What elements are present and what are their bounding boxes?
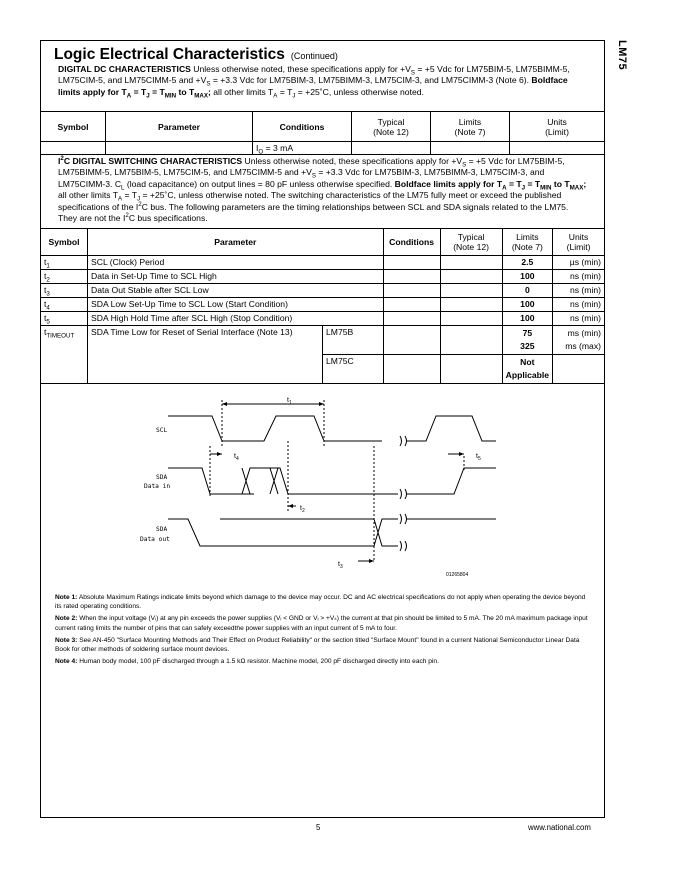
- parameter-cell: SCL (Clock) Period: [88, 256, 384, 270]
- data-out-label: Data out: [140, 536, 170, 543]
- table-row: [41, 142, 605, 155]
- side-tab-part-number: LM75: [616, 40, 628, 71]
- dc-characteristics-table: [40, 111, 605, 155]
- limit-cell: Not Applicable: [502, 355, 552, 384]
- dc-text: = +3.3 Vdc for LM75BIM-3, LM75BIMM-3, LM75CIM-3, and LM75CIMM-3 (Note 6).: [210, 75, 532, 86]
- symbol-cell: $t_4$: [41, 298, 88, 312]
- col-limits: Limits (Note 7): [431, 112, 510, 142]
- i2c-text: C bus. The following parameters are the timing relationships between SCL and SDA signals related to the LM75. They are not the I: [58, 201, 569, 224]
- note-4: Note 4: Human body model, 100 pF discharged through a 1.5 kΩ resistor. Machine model, 200 pF discharged directly into each pin.: [55, 658, 439, 666]
- table-row: [41, 284, 605, 298]
- unit-cell: ns (min): [553, 284, 605, 298]
- i2c-text: = +5 Vdc for LM75BIM-5, LM75BIMM-5, LM75BIM-5, LM75CIM-5, and LM75CIMM-5 and +V: [58, 156, 565, 178]
- i2c-text: Unless otherwise noted, these specifications apply for +V: [242, 156, 463, 166]
- parameter-cell: Data Out Stable after SCL Low: [88, 284, 384, 298]
- i2c-text: (load capacitance) on output lines = 80 pF unless otherwise specified.: [124, 178, 395, 189]
- i2c-boldface: Boldface limits apply for $T_A = T_J = T_{MIN}$ to $T_{MAX}$;: [394, 178, 587, 192]
- i2c-characteristics-paragraph: $I^2C$ DIGITAL SWITCHING CHARACTERISTICS Unless otherwise noted, these specifications apply for $+V_S = +5$ Vdc for LM75BIM-5, LM75BIMM-5, LM75BIM-5, LM75CIM-5, and LM75CIMM-5 and $+V_S = +3.3$ Vdc for LM75BIM-3, LM75BIMM-3, LM75CIM-3, and LM75CIMM-3. $C_L$ (load capacitance) on output lines = 80 pF unless otherwise specified. Boldface limits apply for $T_A = T_J = T_{MIN}$ to $T_{MAX}$; all other limits $T_A = T_J$ = +25˚C, unless otherwise noted. The switching characteristics of the LM75 fully meet or exceed the published specifications of the $I^2C$ bus. The following parameters are the timing relationships between SCL and SDA signals related to the LM75. They are not the $I^2C$ bus specifications.: [58, 155, 587, 224]
- table-header-row: [41, 112, 605, 142]
- unit-cell: µs (min): [553, 256, 605, 270]
- t1-label: $t_1$: [287, 397, 292, 406]
- sda-out-waveform-high: [168, 519, 398, 546]
- table-header-row: [41, 229, 605, 256]
- col-conditions: Conditions: [383, 229, 440, 256]
- notes-section: [55, 593, 590, 669]
- title-text: Logic Electrical Characteristics: [54, 46, 285, 63]
- t5-label: $t_5$: [476, 453, 481, 462]
- unit-cell: ns (min): [553, 298, 605, 312]
- limit-cell: 75 325: [502, 326, 552, 355]
- table-row: [41, 312, 605, 326]
- i2c-text: = T: [122, 190, 138, 201]
- arrow-head: [369, 559, 374, 563]
- i2c-text: all other limits T: [58, 190, 119, 201]
- scl-waveform: [168, 416, 382, 441]
- limit-cell: 0: [502, 284, 552, 298]
- col-typical: Typical (Note 12): [440, 229, 502, 256]
- data-in-label: Data in: [144, 483, 171, 490]
- dc-text: = T: [277, 86, 293, 97]
- col-limits: Limits (Note 7): [502, 229, 552, 256]
- footer-url-link[interactable]: www.national.com: [528, 823, 591, 832]
- col-parameter: Parameter: [106, 112, 253, 142]
- scl-waveform-tail: [406, 416, 496, 441]
- sda-in-label: SDA: [156, 474, 168, 481]
- symbol-cell: $t_{TIMEOUT}$: [41, 326, 88, 384]
- note-3: Note 3: See AN-450 "Surface Mounting Methods and Their Effect on Product Reliability" or the section titled "Surface Mount" found in a current National Semiconductor Linear Data Book for other methods of soldering surface mount devices.: [55, 636, 580, 654]
- limit-cell: 2.5: [502, 256, 552, 270]
- col-symbol: Symbol: [41, 229, 88, 256]
- symbol-cell: $t_2$: [41, 270, 88, 284]
- col-parameter: Parameter: [88, 229, 384, 256]
- sda-in-waveform-data: [242, 468, 398, 494]
- break-mark: [400, 436, 407, 551]
- sda-out-waveform-low: [220, 519, 398, 546]
- unit-cell: ms (min) ms (max): [553, 326, 605, 355]
- dc-text: = +25˚C, unless otherwise noted.: [295, 86, 424, 97]
- note-1: Note 1: Absolute Maximum Ratings indicate limits beyond which damage to the device may occur. DC and AC electrical specifications do not apply when operating the device beyond its rated operating conditions.: [55, 594, 586, 611]
- note-2: Note 2: When the input voltage (Vᵢ) at any pin exceeds the power supplies (Vᵢ < GND or Vᵢ > +Vₛ) the current at that pin should be limited to 5 mA. The 20 mA maximum package input current rating limits the number of pins that can safely exceedthe power supplies with an input current of 5 mA to four.: [55, 615, 588, 632]
- figure-id: 01265804: [446, 572, 469, 578]
- arrow-head: [319, 402, 324, 406]
- arrow-head: [222, 402, 227, 406]
- i2c-heading: $I^2C$ DIGITAL SWITCHING CHARACTERISTICS: [58, 155, 243, 166]
- dc-sub: S: [206, 81, 211, 89]
- page-number: 5: [316, 823, 321, 832]
- sda-out-label: SDA: [156, 526, 168, 533]
- arrow-head: [459, 452, 464, 456]
- col-typical: Typical (Note 12): [352, 112, 431, 142]
- dc-sub: S: [410, 69, 416, 77]
- col-units: Units (Limit): [510, 112, 605, 142]
- dc-sub: A: [273, 92, 278, 100]
- title-continued: (Continued): [290, 51, 338, 61]
- symbol-cell: $t_1$: [41, 256, 88, 270]
- dc-text: = +5 Vdc for LM75BIM-5, LM75BIMM-5, LM75CIM-5, and LM75CIMM-5 and +V: [58, 64, 570, 86]
- sda-in-waveform-high: [168, 468, 254, 494]
- t2-label: $t_2$: [300, 505, 305, 514]
- limit-cell: 100: [502, 270, 552, 284]
- dc-heading: DIGITAL DC CHARACTERISTICS: [58, 64, 191, 74]
- parameter-cell: SDA High Hold Time after SCL High (Stop Condition): [88, 312, 384, 326]
- scl-label: SCL: [156, 427, 168, 434]
- i2c-text: = +3.3 Vdc for LM75BIM-3, LM75BIMM-3, LM75CIM-3, and LM75CIMM-3. C: [58, 167, 545, 189]
- symbol-cell: $t_3$: [41, 284, 88, 298]
- i2c-timing-table: [40, 228, 605, 384]
- dc-sub: J: [292, 92, 296, 100]
- dc-text: all other limits T: [210, 86, 274, 97]
- col-symbol: Symbol: [41, 112, 106, 142]
- table-row: [41, 270, 605, 284]
- arrow-head: [217, 452, 222, 456]
- dc-characteristics-paragraph: [58, 64, 588, 98]
- i2c-timing-diagram: [130, 396, 520, 581]
- unit-cell: ns (min): [553, 270, 605, 284]
- arrow-head: [288, 504, 293, 508]
- condition-cell: LM75B: [323, 326, 384, 355]
- page-title: [54, 46, 338, 64]
- col-units: Units (Limit): [553, 229, 605, 256]
- limit-cell: 100: [502, 312, 552, 326]
- limit-cell: 100: [502, 298, 552, 312]
- condition-cell: $I_O = 3$ mA: [253, 142, 352, 155]
- condition-cell: LM75C: [323, 355, 384, 384]
- parameter-cell: Data in Set-Up Time to SCL High: [88, 270, 384, 284]
- dc-text: Unless otherwise noted, these specifications apply for +V: [190, 64, 411, 74]
- parameter-cell: SDA Time Low for Reset of Serial Interface (Note 13): [88, 326, 323, 384]
- table-row: [41, 298, 605, 312]
- i2c-text: = +25˚C, unless otherwise noted. The switching characteristics of the LM75 fully meet or exceed the published specifications of the I: [58, 190, 562, 212]
- col-conditions: Conditions: [253, 112, 352, 142]
- unit-cell: ns (min): [553, 312, 605, 326]
- table-row-timeout-b: [41, 326, 605, 355]
- dc-boldface: Boldface limits apply for $T_A = T_J = T_{MIN}$ to $T_{MAX}$;: [58, 75, 568, 100]
- t4-label: $t_4$: [234, 453, 239, 462]
- parameter-cell: SDA Low Set-Up Time to SCL Low (Start Condition): [88, 298, 384, 312]
- t3-label: $t_3$: [338, 561, 343, 570]
- i2c-text: C bus specifications.: [128, 213, 208, 224]
- table-row: [41, 256, 605, 270]
- sda-in-waveform-tail: [406, 468, 496, 494]
- symbol-cell: $t_5$: [41, 312, 88, 326]
